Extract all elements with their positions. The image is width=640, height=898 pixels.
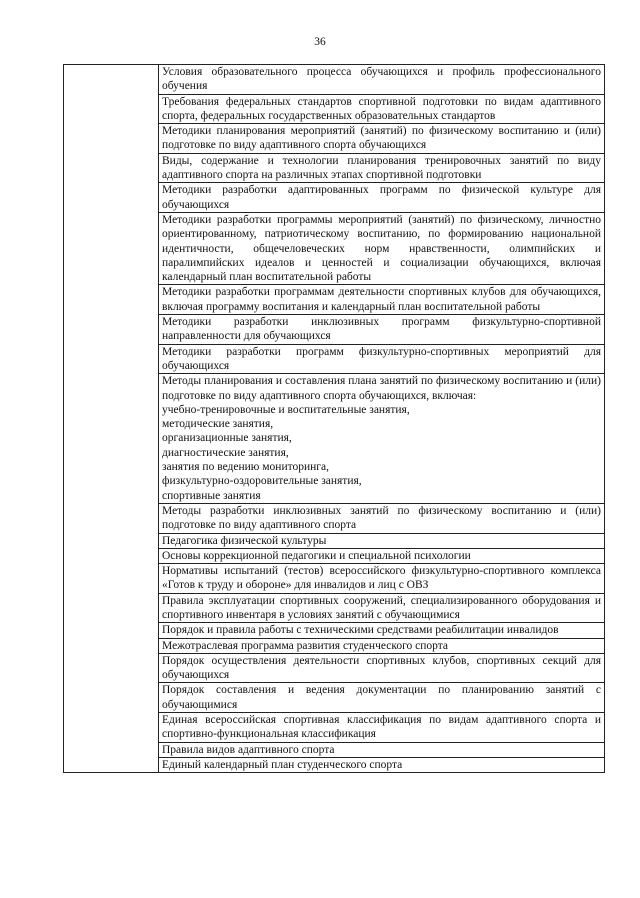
knowledge-item-text: Нормативы испытаний (тестов) всероссийского физкультурно-спортивного комплекса «Готов к труду и обороне» для инвалидов и лиц с ОВЗ	[162, 565, 601, 592]
knowledge-item-cell	[159, 593, 605, 623]
knowledge-item-text: Методики разработки инклюзивных программ физкультурно-спортивной направленности для обучающихся	[162, 316, 601, 343]
knowledge-item-cell	[159, 315, 605, 345]
knowledge-item-text: Правила видов адаптивного спорта	[162, 743, 335, 756]
knowledge-item-cell	[159, 374, 605, 504]
knowledge-item-text: Требования федеральных стандартов спортивной подготовки по видам адаптивного спорта, федеральных государственных образовательных стандартов	[162, 95, 601, 122]
knowledge-subitem-text: занятия по ведению мониторинга,	[162, 461, 329, 474]
knowledge-item-text: Виды, содержание и технологии планирования тренировочных занятий по виду адаптивного спорта на различных этапах спортивной подготовки	[162, 154, 601, 182]
knowledge-item-cell	[159, 153, 605, 183]
knowledge-item-cell	[159, 713, 605, 743]
knowledge-item-text: Методы разработки инклюзивных занятий по физическому воспитанию и (или) подготовке по виду адаптивного спорта	[162, 504, 601, 532]
knowledge-item-cell	[159, 183, 605, 213]
knowledge-item-text: Основы коррекционной педагогики и специальной психологии	[162, 549, 471, 562]
knowledge-item-text: Методики разработки адаптированных программ по физической культуре для обучающихся	[162, 184, 601, 211]
knowledge-item-text: Педагогика физической культуры	[162, 534, 327, 547]
knowledge-item-cell	[159, 742, 605, 757]
knowledge-table-body	[64, 65, 605, 773]
knowledge-item-cell	[159, 503, 605, 533]
knowledge-item-text: Порядок составления и ведения документации по планированию занятий с обучающимися	[162, 684, 601, 711]
knowledge-item-cell	[159, 94, 605, 124]
knowledge-subitem-text: методические занятия,	[162, 418, 274, 431]
knowledge-item-text: Методики разработки программы мероприятий (занятий) по физическому, личностно ориентированному, патриотическому воспитанию, по формированию национальной идентичности, общечеловеческих норм нравственности, олимпийских и паралимпийских идеалов и ценностей и социализации обучающихся, включая календарный план воспитательной работы	[162, 213, 601, 284]
knowledge-subitem-text: учебно-тренировочные и воспитательные занятия,	[162, 403, 410, 416]
knowledge-item-text: Единый календарный план студенческого спорта	[162, 758, 403, 771]
knowledge-subitem-text: организационные занятия,	[162, 432, 292, 445]
knowledge-item-text: Условия образовательного процесса обучающихся и профиль профессионального обучения	[162, 66, 601, 93]
page-number: 36	[314, 36, 326, 48]
knowledge-item-cell	[159, 653, 605, 683]
knowledge-item-cell	[159, 344, 605, 374]
table-row	[64, 65, 605, 95]
knowledge-item-cell	[159, 285, 605, 315]
knowledge-table	[63, 64, 605, 773]
knowledge-item-cell	[159, 638, 605, 653]
knowledge-item-text: Единая всероссийская спортивная классификация по видам адаптивного спорта и спортивно-функциональная классификация	[162, 714, 601, 741]
knowledge-item-text: Порядок и правила работы с техническими средствами реабилитации инвалидов	[162, 624, 559, 637]
knowledge-item-text: Методы планирования и составления плана занятий по физическому воспитанию и (или) подготовке по виду адаптивного спорта обучающихся, включая:	[162, 375, 601, 402]
knowledge-item-cell	[159, 757, 605, 772]
knowledge-item-cell	[159, 683, 605, 713]
knowledge-subitem-text: диагностические занятия,	[162, 446, 289, 459]
knowledge-subitem-text: физкультурно-оздоровительные занятия,	[162, 475, 362, 488]
knowledge-item-cell	[159, 212, 605, 284]
section-label-cell	[64, 65, 159, 773]
knowledge-item-cell	[159, 548, 605, 563]
knowledge-item-cell	[159, 124, 605, 154]
knowledge-item-text: Методики разработки программ физкультурно-спортивных мероприятий для обучающихся	[162, 345, 601, 372]
knowledge-item-text: Методики планирования мероприятий (занятий) по физическому воспитанию и (или) подготовке по виду адаптивного спорта обучающихся	[162, 125, 601, 152]
knowledge-item-cell	[159, 623, 605, 638]
knowledge-item-cell	[159, 65, 605, 95]
knowledge-item-text: Порядок осуществления деятельности спортивных клубов, спортивных секций для обучающихся	[162, 654, 601, 682]
knowledge-subitem-text: спортивные занятия	[162, 489, 261, 502]
knowledge-item-cell	[159, 533, 605, 548]
knowledge-item-text: Методики разработки программам деятельности спортивных клубов для обучающихся, включая программу воспитания и календарный план воспитательной работы	[162, 286, 601, 313]
knowledge-item-text: Правила эксплуатации спортивных сооружений, специализированного оборудования и спортивного инвентаря в условиях занятий с обучающимися	[162, 594, 601, 621]
knowledge-item-cell	[159, 564, 605, 594]
knowledge-item-text: Межотраслевая программа развития студенческого спорта	[162, 639, 449, 652]
